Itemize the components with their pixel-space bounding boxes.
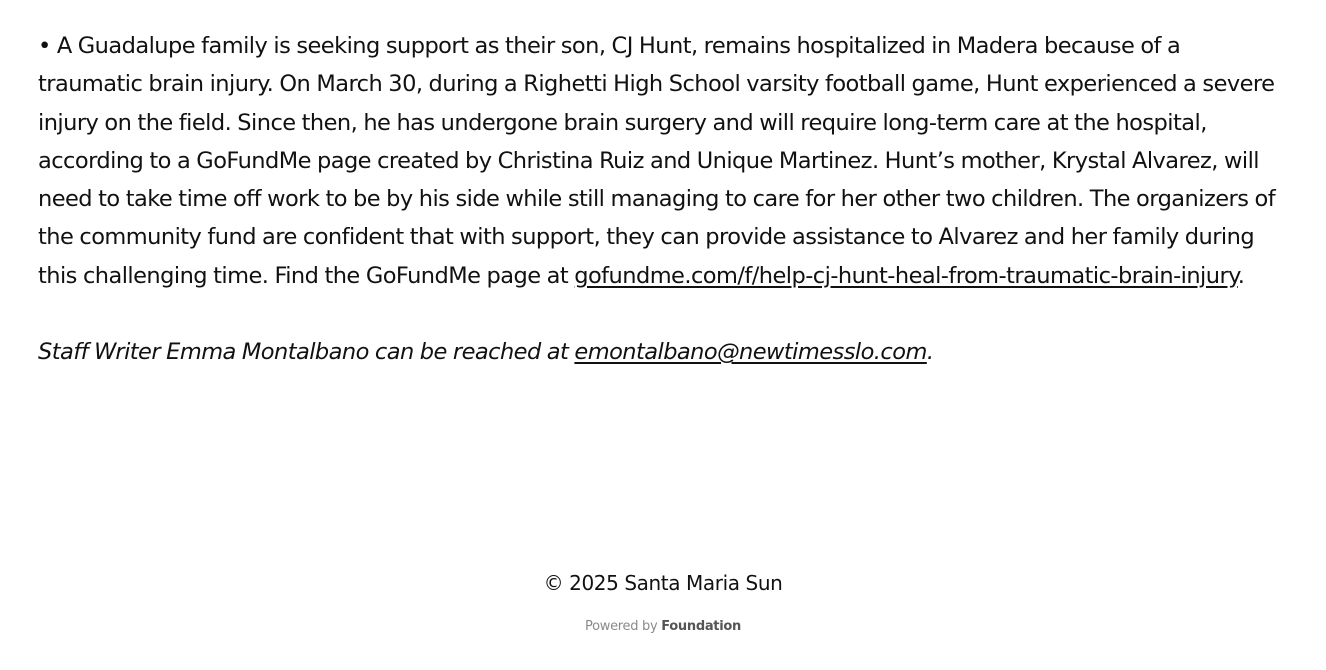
news-item-period: . bbox=[1237, 262, 1245, 289]
powered-by bbox=[0, 619, 1326, 634]
article-body bbox=[38, 27, 1288, 371]
news-item-text: A Guadalupe family is seeking support as their son, CJ Hunt, remains hospitalized in Madera because of a traumatic brain injury. On March 30, during a Righetti High School varsity football game, Hunt experienced a severe injury on the field. Since then, he has undergone brain surgery and will require long-term care at the hospital, according to a GoFundMe page created by Christina Ruiz and Unique Martinez. Hunt’s mother, Krystal Alvarez, will need to take time off work to be by his side while still managing to care for her other two children. The organizers of the community fund are confident that with support, they can provide assistance to Alvarez and her family during this challenging time. Find the GoFundMe page at bbox=[38, 33, 1276, 289]
gofundme-link[interactable]: gofundme.com/f/help-cj-hunt-heal-from-traumatic-brain-injury bbox=[574, 262, 1238, 289]
byline bbox=[38, 333, 1288, 371]
news-item-paragraph bbox=[38, 27, 1288, 295]
author-email-link[interactable]: emontalbano@newtimesslo.com bbox=[574, 339, 927, 366]
copyright-notice: © 2025 Santa Maria Sun bbox=[543, 571, 783, 595]
bullet: • bbox=[38, 33, 51, 59]
byline-text: Staff Writer Emma Montalbano can be reached at bbox=[38, 339, 575, 366]
byline-period: . bbox=[926, 339, 934, 366]
powered-by-brand: Foundation bbox=[661, 619, 741, 634]
powered-by-prefix: Powered by bbox=[585, 619, 662, 634]
